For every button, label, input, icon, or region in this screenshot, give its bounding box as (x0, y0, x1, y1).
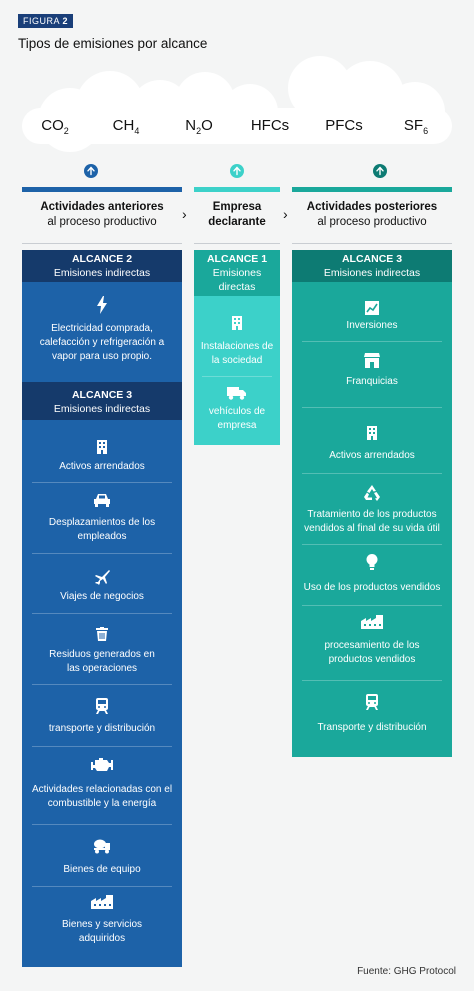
chevron-right-icon: › (283, 206, 288, 222)
airplane-icon (93, 568, 111, 586)
page-title: Tipos de emisiones por alcance (18, 36, 208, 51)
divider (22, 243, 182, 244)
train-icon (96, 698, 108, 714)
factory-icon (91, 895, 113, 909)
divider (32, 553, 172, 554)
divider (32, 824, 172, 825)
divider (194, 243, 280, 244)
divider (32, 684, 172, 685)
divider (32, 746, 172, 747)
cloud-shape (0, 50, 474, 160)
divider (32, 613, 172, 614)
divider (302, 407, 442, 408)
divider (302, 680, 442, 681)
list-item: Uso de los productos vendidos (303, 582, 441, 593)
scope3-down-header: ALCANCE 3 Emisiones indirectas (292, 250, 452, 282)
list-item: Tratamiento de los productos vendidos al final de su vida útil (304, 509, 440, 534)
chart-icon (365, 301, 379, 315)
factory-icon (361, 615, 383, 629)
store-icon (364, 352, 380, 368)
truck-icon (227, 386, 247, 400)
list-item: Bienes de equipo (63, 864, 141, 875)
list-item: Desplazamientos de los empleados (48, 517, 156, 542)
list-item: Activos arrendados (59, 461, 145, 472)
divider (302, 473, 442, 474)
upstream-heading: Actividades anteriores al proceso productivo (40, 201, 164, 228)
engine-icon (91, 757, 113, 773)
lightbulb-icon (366, 554, 378, 570)
divider (32, 482, 172, 483)
building-icon (231, 316, 243, 330)
mixer-truck-icon (93, 838, 111, 854)
car-icon (93, 493, 111, 507)
divider (302, 605, 442, 606)
gas-hfcs: HFCs (250, 117, 290, 134)
company-bar (194, 187, 280, 192)
downstream-bar (292, 187, 452, 192)
recycle-icon (363, 485, 381, 501)
list-item: Activos arrendados (329, 450, 415, 461)
divider (302, 544, 442, 545)
chevron-right-icon: › (182, 206, 187, 222)
divider (202, 376, 272, 377)
scope1-header: ALCANCE 1 Emisiones directas (194, 250, 280, 296)
arrow-up-icon (373, 164, 387, 178)
list-item: Franquicias (346, 376, 398, 387)
scope3-up-header: ALCANCE 3 Emisiones indirectas (22, 382, 182, 420)
figure-tag-prefix: FIGURA (23, 16, 60, 26)
divider (32, 886, 172, 887)
arrow-up-icon (84, 164, 98, 178)
list-item: vehículos de empresa (208, 406, 266, 431)
list-item: Bienes y servicios adquiridos (61, 919, 143, 944)
divider (292, 243, 452, 244)
gas-sf6: $SF_6$ (403, 117, 429, 136)
downstream-heading: Actividades posteriores al proceso productivo (306, 201, 438, 228)
gas-pfcs: PFCs (325, 117, 363, 134)
scope1-body (194, 296, 280, 445)
figure-tag-number: 2 (62, 16, 69, 26)
company-heading: Empresa declarante (208, 201, 266, 228)
divider (302, 341, 442, 342)
list-item: Viajes de negocios (60, 591, 144, 602)
trash-icon (96, 627, 108, 641)
lightning-icon (96, 296, 108, 314)
list-item: transporte y distribución (48, 723, 156, 734)
scope3-down-body (292, 282, 452, 757)
upstream-bar (22, 187, 182, 192)
building-icon (366, 426, 378, 440)
gas-n2o: $N_2O$ (185, 117, 213, 136)
list-item: Actividades relacionadas con el combustible y la energía (31, 784, 173, 809)
building-icon (96, 440, 108, 454)
list-item: Electricidad comprada, calefacción y refrigeración a vapor para uso propio. (39, 323, 165, 362)
arrow-up-icon (230, 164, 244, 178)
list-item: procesamiento de los productos vendidos (324, 640, 420, 665)
list-item: Residuos generados en las operaciones (49, 649, 155, 674)
figure-tag (18, 14, 73, 28)
list-item: Inversiones (346, 320, 398, 331)
list-item: Transporte y distribución (317, 722, 427, 733)
gas-ch4: $CH_4$ (112, 117, 140, 136)
source-note: Fuente: GHG Protocol (357, 966, 456, 977)
scope2-body (22, 282, 182, 382)
list-item: Instalaciones de la sociedad (200, 341, 274, 366)
scope3-up-body (22, 420, 182, 967)
train-icon (366, 694, 378, 710)
gas-co2: $CO_2$ (41, 117, 69, 136)
scope2-header: ALCANCE 2 Emisiones indirectas (22, 250, 182, 282)
